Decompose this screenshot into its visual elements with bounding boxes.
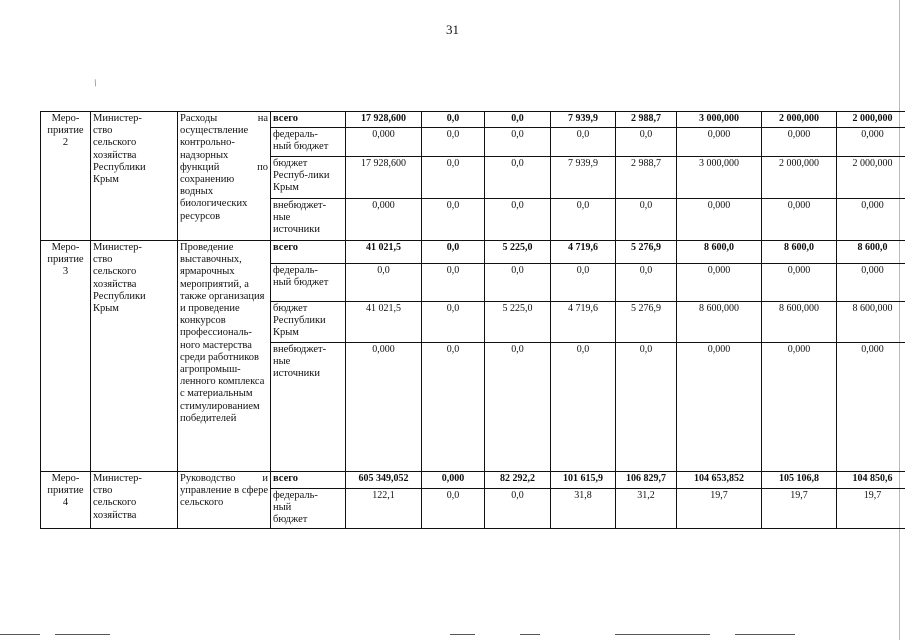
value-cell: 0,0	[422, 241, 485, 264]
value-cell: 0,0	[485, 489, 551, 529]
value-cell: 0,0	[551, 199, 616, 241]
source-cell: бюджет Респуб-лики Крым	[271, 157, 346, 199]
source-cell: внебюджет- ные источники	[271, 343, 346, 472]
description-cell: Расходы на осуществление контрольно-надзорных функций по сохранению водных биологических ресурсов	[178, 112, 271, 241]
value-cell: 0,000	[422, 472, 485, 489]
value-cell: 2 000,000	[762, 157, 837, 199]
value-cell: 0,0	[485, 157, 551, 199]
scan-line	[0, 634, 40, 635]
source-cell: всего	[271, 112, 346, 128]
event-cell: Меро- приятие 2	[41, 112, 91, 241]
executor-cell: Министер- ство сельского хозяйства Республики Крым	[91, 241, 178, 472]
value-cell: 0,000	[677, 264, 762, 302]
value-cell: 0,000	[677, 199, 762, 241]
description-cell: Руководство и управление в сфере сельского	[178, 472, 271, 529]
source-cell: федераль- ный бюджет	[271, 489, 346, 529]
value-cell: 41 021,5	[346, 302, 422, 343]
value-cell: 0,000	[837, 199, 905, 241]
scan-line	[55, 634, 110, 635]
value-cell: 41 021,5	[346, 241, 422, 264]
value-cell: 105 106,8	[762, 472, 837, 489]
source-cell: всего	[271, 241, 346, 264]
value-cell: 0,0	[422, 157, 485, 199]
value-cell: 2 000,000	[837, 157, 905, 199]
table-row	[41, 112, 905, 128]
value-cell: 0,0	[485, 264, 551, 302]
value-cell: 0,0	[422, 199, 485, 241]
value-cell: 101 615,9	[551, 472, 616, 489]
event-cell: Меро- приятие 4	[41, 472, 91, 529]
value-cell: 0,0	[551, 128, 616, 157]
value-cell: 2 988,7	[616, 112, 677, 128]
value-cell: 0,000	[346, 343, 422, 472]
value-cell: 17 928,600	[346, 112, 422, 128]
value-cell: 3 000,000	[677, 157, 762, 199]
value-cell: 0,000	[762, 343, 837, 472]
value-cell: 5 276,9	[616, 302, 677, 343]
scan-line	[615, 634, 710, 635]
executor-cell: Министер- ство сельского хозяйства Республики Крым	[91, 112, 178, 241]
value-cell: 0,000	[762, 264, 837, 302]
value-cell: 104 653,852	[677, 472, 762, 489]
value-cell: 0,000	[837, 343, 905, 472]
value-cell: 31,8	[551, 489, 616, 529]
value-cell: 0,0	[422, 343, 485, 472]
value-cell: 17 928,600	[346, 157, 422, 199]
value-cell: 0,0	[485, 112, 551, 128]
value-cell: 7 939,9	[551, 112, 616, 128]
value-cell: 4 719,6	[551, 241, 616, 264]
value-cell: 8 600,0	[762, 241, 837, 264]
value-cell: 0,000	[677, 343, 762, 472]
table-row	[41, 241, 905, 264]
value-cell: 0,000	[677, 128, 762, 157]
value-cell: 0,0	[422, 264, 485, 302]
value-cell: 106 829,7	[616, 472, 677, 489]
value-cell: 5 225,0	[485, 241, 551, 264]
description-cell: Проведение выставочных, ярмарочных мероприятий, а также организация и проведение конкурсов профессиональ-ного мастерства среди работников агропромыш-ленного комплекса с материальным стимулированием победителей	[178, 241, 271, 472]
value-cell: 122,1	[346, 489, 422, 529]
executor-cell: Министер- ство сельского хозяйства	[91, 472, 178, 529]
value-cell: 0,0	[485, 343, 551, 472]
value-cell: 19,7	[677, 489, 762, 529]
value-cell: 2 988,7	[616, 157, 677, 199]
scan-line	[520, 634, 540, 635]
source-cell: федераль- ный бюджет	[271, 128, 346, 157]
value-cell: 0,0	[422, 112, 485, 128]
value-cell: 0,0	[346, 264, 422, 302]
page-number: 31	[446, 22, 459, 37]
value-cell: 0,0	[485, 199, 551, 241]
table-row	[41, 472, 905, 489]
value-cell: 2 000,000	[837, 112, 905, 128]
value-cell: 2 000,000	[762, 112, 837, 128]
value-cell: 0,000	[346, 199, 422, 241]
value-cell: 0,0	[485, 128, 551, 157]
value-cell: 0,000	[837, 264, 905, 302]
source-cell: федераль- ный бюджет	[271, 264, 346, 302]
value-cell: 31,2	[616, 489, 677, 529]
budget-table	[40, 111, 905, 529]
value-cell: 82 292,2	[485, 472, 551, 489]
value-cell: 0,0	[616, 343, 677, 472]
value-cell: 0,0	[616, 199, 677, 241]
value-cell: 7 939,9	[551, 157, 616, 199]
value-cell: 0,0	[422, 489, 485, 529]
value-cell: 8 600,000	[762, 302, 837, 343]
value-cell: 3 000,000	[677, 112, 762, 128]
value-cell: 19,7	[837, 489, 905, 529]
value-cell: 0,0	[422, 302, 485, 343]
value-cell: 0,0	[616, 264, 677, 302]
value-cell: 0,0	[422, 128, 485, 157]
value-cell: 0,0	[551, 264, 616, 302]
value-cell: 605 349,052	[346, 472, 422, 489]
value-cell: 0,000	[837, 128, 905, 157]
source-cell: бюджет Республики Крым	[271, 302, 346, 343]
value-cell: 0,0	[551, 343, 616, 472]
source-cell: всего	[271, 472, 346, 489]
value-cell: 8 600,0	[677, 241, 762, 264]
value-cell: 0,000	[762, 199, 837, 241]
scan-mark: /	[92, 77, 99, 90]
value-cell: 8 600,0	[837, 241, 905, 264]
value-cell: 104 850,6	[837, 472, 905, 489]
scan-line	[450, 634, 475, 635]
value-cell: 0,0	[616, 128, 677, 157]
value-cell: 19,7	[762, 489, 837, 529]
value-cell: 0,000	[346, 128, 422, 157]
value-cell: 5 225,0	[485, 302, 551, 343]
value-cell: 8 600,000	[837, 302, 905, 343]
value-cell: 4 719,6	[551, 302, 616, 343]
scan-line	[735, 634, 795, 635]
value-cell: 5 276,9	[616, 241, 677, 264]
event-cell: Меро- приятие 3	[41, 241, 91, 472]
source-cell: внебюджет- ные источники	[271, 199, 346, 241]
value-cell: 0,000	[762, 128, 837, 157]
value-cell: 8 600,000	[677, 302, 762, 343]
